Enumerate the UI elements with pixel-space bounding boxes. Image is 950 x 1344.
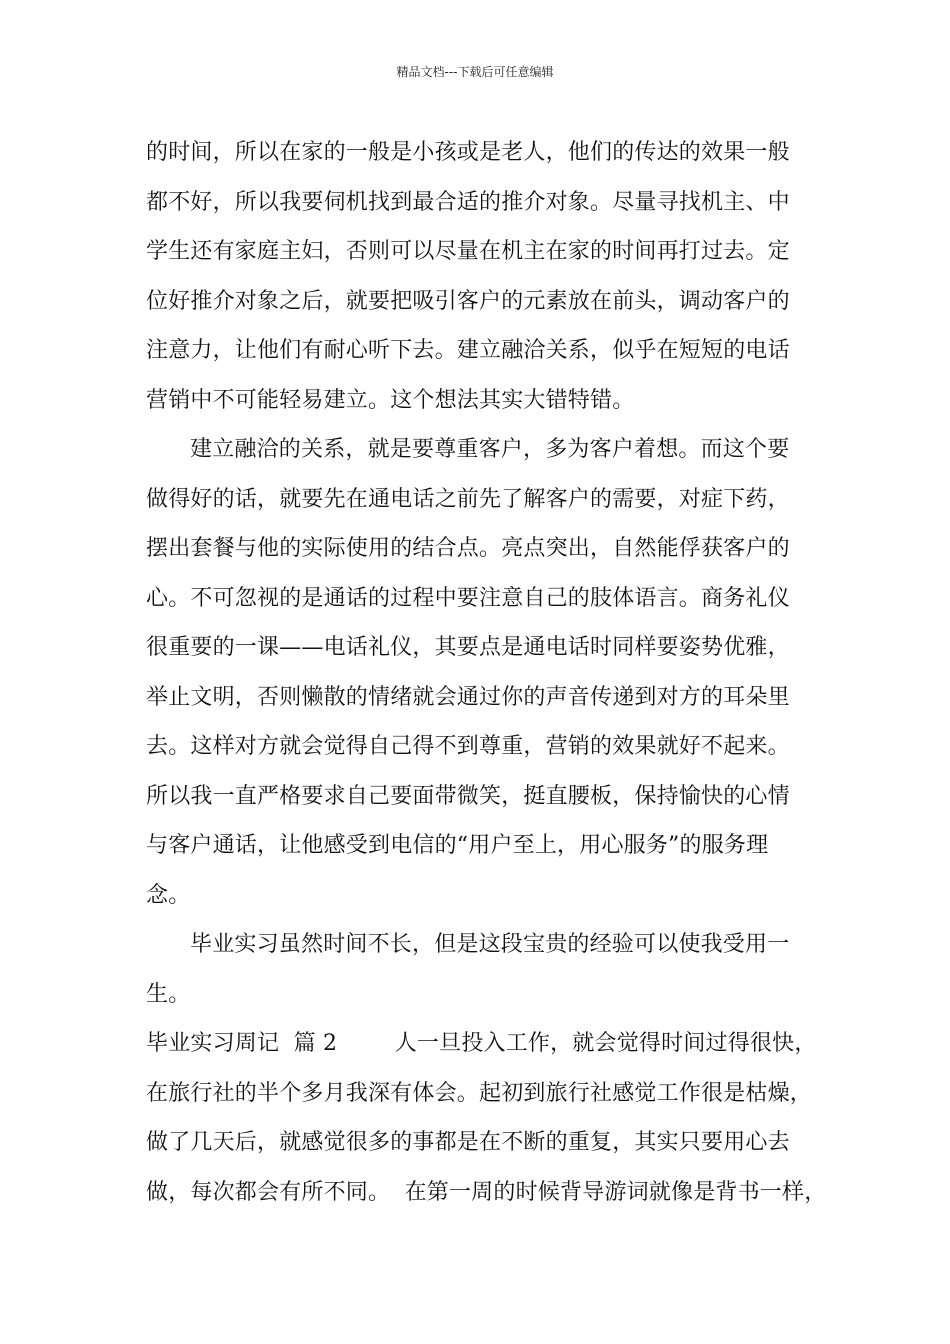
- text-line: 摆出套餐与他的实际使用的结合点。亮点突出，自然能俘获客户的: [146, 536, 790, 561]
- text-line: 去。这样对方就会觉得自己得不到尊重，营销的效果就好不起来。: [146, 734, 790, 759]
- text-line: 做了几天后，就感觉很多的事都是在不断的重复，其实只要用心去: [146, 1130, 790, 1155]
- text-line: 做，每次都会有所不同。 在第一周的时候背导游词就像是背书一样，: [146, 1179, 827, 1205]
- text-line: 都不好，所以我要伺机找到最合适的推介对象。尽量寻找机主、中: [146, 189, 790, 215]
- text-line: 学生还有家庭主妇，否则可以尽量在机主在家的时间再打过去。定: [146, 239, 790, 264]
- text-line: 举止文明，否则懒散的情绪就会通过你的声音传递到对方的耳朵里: [146, 684, 790, 710]
- text-line: 做得好的话，就要先在通电话之前先了解客户的需要，对症下药，: [146, 486, 790, 512]
- text-line: 与客户通话，让他感受到电信的“用户至上，用心服务”的服务理: [146, 833, 769, 858]
- text-line: 营销中不可能轻易建立。这个想法其实大错特错。: [146, 387, 635, 413]
- page-header: 精品文档---下载后可任意编辑: [396, 65, 554, 79]
- text-line: 念。: [146, 882, 191, 908]
- text-line: 注意力，让他们有耐心听下去。建立融洽关系，似乎在短短的电话: [146, 338, 790, 363]
- text-line: 所以我一直严格要求自己要面带微笑，挺直腰板，保持愉快的心情: [146, 783, 790, 809]
- document-body: [146, 128, 846, 1217]
- text-line: 位好推介对象之后，就要把吸引客户的元素放在前头，调动客户的: [146, 288, 790, 314]
- paragraph-start-line: 建立融洽的关系，就是要尊重客户，多为客户着想。而这个要: [190, 437, 790, 462]
- text-line: 生。: [146, 981, 191, 1007]
- text-line: 很重要的一课——电话礼仪，其要点是通电话时同样要姿势优雅，: [146, 635, 790, 660]
- section-heading-line: 毕业实习周记 篇 2 人一旦投入工作，就会觉得时间过得很快，: [146, 1031, 817, 1056]
- text-line: 心。不可忽视的是通话的过程中要注意自己的肢体语言。商务礼仪: [146, 585, 790, 611]
- paragraph-start-line: 毕业实习虽然时间不长，但是这段宝贵的经验可以使我受用一: [190, 932, 790, 957]
- text-line: 的时间，所以在家的一般是小孩或是老人，他们的传达的效果一般: [146, 140, 790, 165]
- text-line: 在旅行社的半个多月我深有体会。起初到旅行社感觉工作很是枯燥，: [146, 1080, 813, 1106]
